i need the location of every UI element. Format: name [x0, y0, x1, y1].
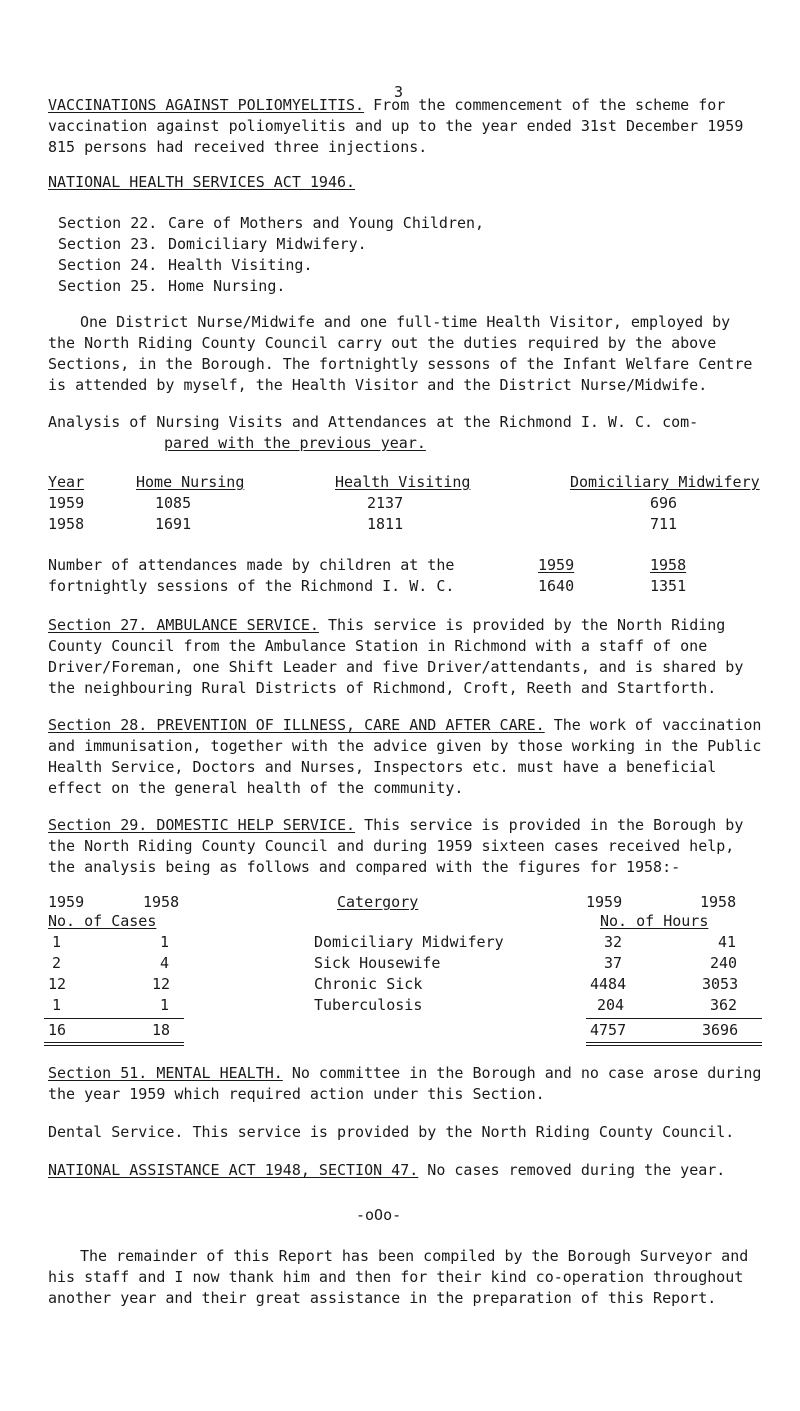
dh-cell: Domiciliary Midwifery [314, 933, 504, 951]
dh-year-b-hours: 1958 [700, 893, 737, 911]
dh-cell: 2 [52, 954, 62, 972]
section27-paragraph [48, 615, 764, 699]
dh-cell: 1 [52, 933, 62, 951]
vaccinations-paragraph [48, 95, 764, 158]
dh-cell: 12 [48, 975, 67, 993]
analysis-cell: 1811 [367, 515, 404, 533]
dh-cell: 12 [152, 975, 171, 993]
closing-paragraph: The remainder of this Report has been compiled by the Borough Surveyor and his staff and I now thank him and then for their kind co-operation throughout another year and their great assistance in the preparation of this Report. [48, 1247, 749, 1307]
dh-cell: 37 [604, 954, 623, 972]
dh-rule-cases [44, 1018, 184, 1019]
analysis-cell: 696 [650, 494, 678, 512]
national-assistance-heading: NATIONAL ASSISTANCE ACT 1948, SECTION 47. [48, 1161, 419, 1179]
dh-cell: 240 [710, 954, 738, 972]
section29-text: This service is provided in the Borough by the North Riding County Council and during 1959 sixteen cases received help, the analysis being as follows and compared with the figures for 1958:- [48, 816, 744, 876]
attendances-value-1958: 1351 [650, 577, 687, 595]
national-assistance-text: No cases removed during the year. [427, 1161, 726, 1179]
dh-rule-cases-bottom2 [44, 1045, 184, 1046]
dh-year-a-cases: 1959 [48, 893, 85, 911]
section51-text: No committee in the Borough and no case arose during the year 1959 which required action under this Section. [48, 1064, 762, 1103]
dh-rule-cases-bottom [44, 1042, 184, 1043]
dh-year-a-hours: 1959 [586, 893, 623, 911]
page-number: 3 [394, 83, 404, 101]
section27-text: This service is provided by the North Riding County Council from the Ambulance Station in Richmond with a staff of one Driver/Foreman, one Shift Leader and five Driver/attendants, and is shared by the neighbouring Rural Districts of Richmond, Croft, Reeth and Startforth. [48, 616, 744, 697]
dh-total: 16 [48, 1021, 67, 1039]
attendances-year-1958: 1958 [650, 556, 687, 574]
vaccinations-text: From the commencement of the scheme for vaccination against poliomyelitis and up to the year ended 31st December 1959 815 persons had received three injections. [48, 96, 744, 156]
section29-heading: Section 29. DOMESTIC HELP SERVICE. [48, 816, 356, 834]
section51-paragraph [48, 1063, 764, 1105]
section28-heading: Section 28. PREVENTION OF ILLNESS, CARE AND AFTER CARE. [48, 716, 545, 734]
dh-rule-hours [586, 1018, 762, 1019]
nhs-section-item: Section 22. Care of Mothers and Young Children, [58, 214, 485, 232]
dh-cell: 362 [710, 996, 738, 1014]
dh-total: 3696 [702, 1021, 739, 1039]
analysis-caption-line1: Analysis of Nursing Visits and Attendances at the Richmond I. W. C. com- [48, 413, 699, 431]
dh-cell: Sick Housewife [314, 954, 441, 972]
attendances-text-line2: fortnightly sessions of the Richmond I. W. C. [48, 577, 455, 595]
section27-heading: Section 27. AMBULANCE SERVICE. [48, 616, 319, 634]
section29-paragraph [48, 815, 764, 878]
dh-hours-label: No. of Hours [600, 912, 709, 930]
dh-cell: 204 [597, 996, 625, 1014]
analysis-cell: 1959 [48, 494, 85, 512]
analysis-cell: 1085 [155, 494, 192, 512]
dh-rule-hours-bottom [586, 1042, 762, 1043]
vaccinations-heading: VACCINATIONS AGAINST POLIOMYELITIS. [48, 96, 365, 114]
analysis-cell: 1958 [48, 515, 85, 533]
analysis-header-home-nursing: Home Nursing [136, 473, 245, 491]
attendances-year-1959: 1959 [538, 556, 575, 574]
dh-cell: 3053 [702, 975, 739, 993]
analysis-cell: 711 [650, 515, 678, 533]
dh-cell: 1 [160, 996, 170, 1014]
dh-cell: Chronic Sick [314, 975, 423, 993]
nhs-section-item: Section 23. Domiciliary Midwifery. [58, 235, 367, 253]
dh-cell: 4 [160, 954, 170, 972]
analysis-header-year: Year [48, 473, 85, 491]
dh-cell: 1 [52, 996, 62, 1014]
dh-cases-label: No. of Cases [48, 912, 157, 930]
analysis-header-domiciliary: Domiciliary Midwifery [570, 473, 760, 491]
nhs-paragraph: One District Nurse/Midwife and one full-time Health Visitor, employed by the North Riding County Council carry out the duties required by the above Sections, in the Borough. The fortnightly sessons of the Infant Welfare Centre is attended by myself, the Health Visitor and the District Nurse/Midwife. [48, 313, 753, 394]
attendances-text-line1: Number of attendances made by children at the [48, 556, 455, 574]
separator: -oOo- [356, 1206, 402, 1224]
analysis-header-health-visiting: Health Visiting [335, 473, 471, 491]
dental-paragraph: Dental Service. This service is provided by the North Riding County Council. [48, 1123, 735, 1141]
section28-paragraph [48, 715, 764, 799]
national-assistance-paragraph [48, 1160, 764, 1181]
section28-text: The work of vaccination and immunisation, together with the advice given by those working in the Public Health Service, Doctors and Nurses, Inspectors etc. must have a beneficial effect on the general health of the community. [48, 716, 762, 797]
dh-total: 4757 [590, 1021, 627, 1039]
analysis-caption-line2: pared with the previous year. [164, 434, 426, 452]
attendances-value-1959: 1640 [538, 577, 575, 595]
dh-total: 18 [152, 1021, 171, 1039]
nhs-section-item: Section 24. Health Visiting. [58, 256, 313, 274]
dh-year-b-cases: 1958 [143, 893, 180, 911]
dh-cell: 32 [604, 933, 623, 951]
dh-cell: 4484 [590, 975, 627, 993]
dh-cell: 1 [160, 933, 170, 951]
analysis-cell: 2137 [367, 494, 404, 512]
dh-cell: Tuberculosis [314, 996, 423, 1014]
nhs-section-item: Section 25. Home Nursing. [58, 277, 286, 295]
dh-cell: 41 [718, 933, 737, 951]
section51-heading: Section 51. MENTAL HEALTH. [48, 1064, 283, 1082]
analysis-cell: 1691 [155, 515, 192, 533]
dh-rule-hours-bottom2 [586, 1045, 762, 1046]
nhs-act-heading: NATIONAL HEALTH SERVICES ACT 1946. [48, 173, 356, 191]
dh-category-label: Catergory [337, 893, 419, 911]
